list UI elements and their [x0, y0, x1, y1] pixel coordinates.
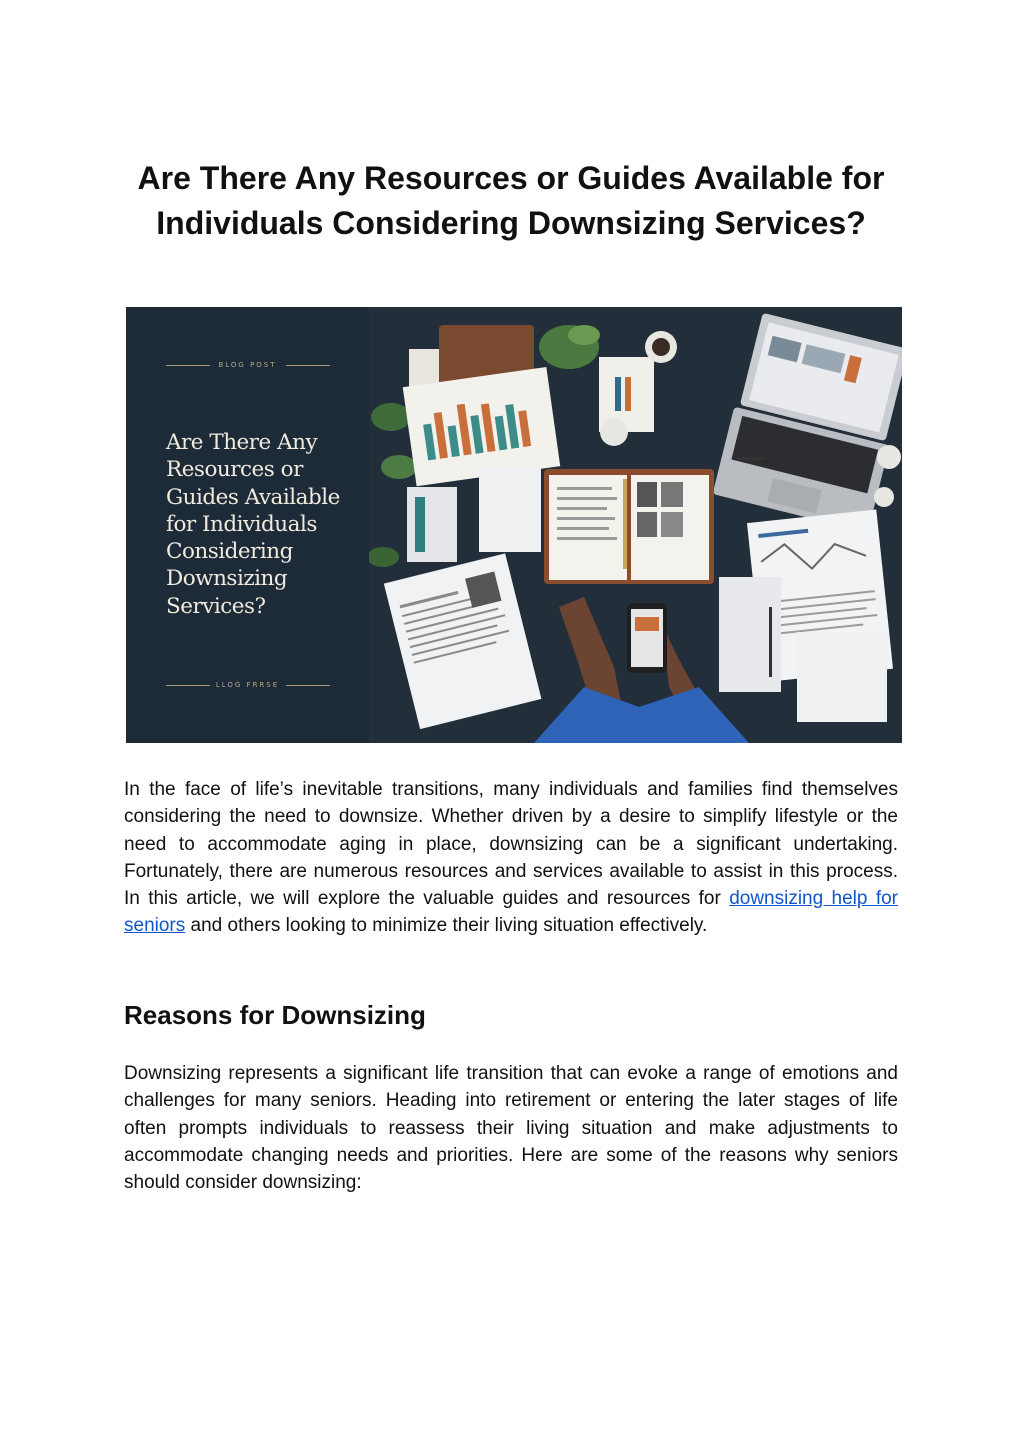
hero-bottom-tag: LLOG FRRSE: [215, 681, 280, 689]
desk-photo: [369, 307, 902, 743]
bottom-right-rule: [286, 685, 330, 686]
hero-title-panel: [126, 307, 369, 743]
doc-right-bottom: [797, 632, 887, 722]
section-paragraph: Downsizing represents a significant life transition that can evoke a range of emotions and challenges for many seniors. Heading into retirement or entering the later stages of life often prompts individuals to reassess their living situation and make adjustments to accommodate changing needs and priorities. Here are some of the reasons why seniors should consider downsizing:: [124, 1063, 898, 1194]
binder-teal: [407, 487, 457, 562]
intro-paragraph: [124, 776, 898, 940]
page-title: Are There Any Resources or Guides Available for Individuals Considering Downsizing Services?: [137, 160, 885, 241]
section-heading: Reasons for Downsizing: [124, 1000, 426, 1030]
cup-right: [877, 445, 901, 469]
intro-text-start: In the face of life’s inevitable transitions, many individuals and families find themselves considering the need to downsize. Whether driven by a desire to simplify lifestyle or the need to accommodate aging in place, downsizing can be a significant undertaking. Fortunately, there are numerous resources and services available to assist in this process. In this article, we will explore the valuable guides and resources for: [124, 779, 898, 910]
downsizing-help-link[interactable]: downsizing help for seniors: [124, 888, 899, 937]
hero-top-tag: BLOG POST: [218, 361, 277, 369]
pen: [769, 607, 772, 677]
cup-two: [600, 418, 628, 446]
hero-image: [126, 307, 902, 743]
hero-panel-title: Are There Any Resources or Guides Available for Individuals Considering Downsizing Services?: [166, 430, 340, 619]
doc-stack: [479, 467, 541, 552]
intro-text-end: and others looking to minimize their living situation effectively.: [185, 915, 708, 937]
top-right-rule: [286, 365, 330, 366]
